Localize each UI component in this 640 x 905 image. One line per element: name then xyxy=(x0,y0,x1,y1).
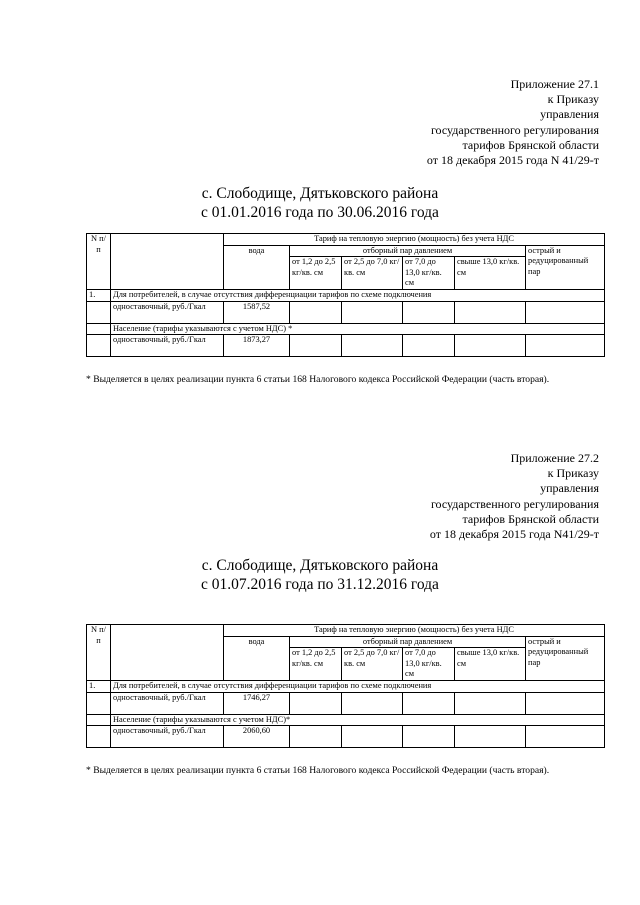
header-pressure-3: от 7,0 до 13,0 кг/кв. см xyxy=(403,257,455,290)
header-water: вода xyxy=(224,245,290,290)
header-pressure-1: от 1,2 до 2,5 кг/кв. см xyxy=(290,257,342,290)
title-line: с. Слободище, Дятьковского района xyxy=(201,557,439,574)
header-pressure-3: от 7,0 до 13,0 кг/кв. см xyxy=(403,648,455,681)
cell-empty xyxy=(87,714,111,726)
header-empty xyxy=(111,234,224,290)
rate-value: 2060,60 xyxy=(224,726,290,748)
appendix-header-1 xyxy=(427,77,599,168)
cell-empty xyxy=(87,692,111,714)
cell-empty xyxy=(403,692,455,714)
header-tariff: Тариф на тепловую энергию (мощность) без учета НДС xyxy=(224,234,605,246)
document-title-2 xyxy=(0,556,640,594)
cell-empty xyxy=(526,692,605,714)
cell-empty xyxy=(290,726,342,748)
appendix-line: государственного регулирования xyxy=(430,496,599,511)
header-sharp-steam: острый и редуцированный пар xyxy=(526,245,605,290)
header-tariff: Тариф на тепловую энергию (мощность) без учета НДС xyxy=(224,625,605,637)
appendix-line: Приложение 27.1 xyxy=(510,77,599,91)
row-number: 1. xyxy=(87,290,111,302)
cell-empty xyxy=(403,335,455,357)
cell-empty xyxy=(342,301,403,323)
cell-empty xyxy=(290,692,342,714)
row-population: Население (тарифы указываются с учетом НДС) * xyxy=(111,323,605,335)
cell-empty xyxy=(455,692,526,714)
title-line: с 01.07.2016 года по 31.12.2016 года xyxy=(201,576,439,593)
header-pressure-4: свыше 13,0 кг/кв. см xyxy=(455,257,526,290)
rate-value: 1587,52 xyxy=(224,301,290,323)
header-water: вода xyxy=(224,636,290,681)
cell-empty xyxy=(403,301,455,323)
tariff-table-2 xyxy=(86,624,605,748)
row-number: 1. xyxy=(87,681,111,693)
header-number: N п/п xyxy=(87,234,111,290)
rate-label: одноставочный, руб./Гкал xyxy=(111,335,224,357)
cell-empty xyxy=(342,335,403,357)
rate-label: одноставочный, руб./Гкал xyxy=(111,726,224,748)
rate-label: одноставочный, руб./Гкал xyxy=(111,692,224,714)
cell-empty xyxy=(455,726,526,748)
header-steam: отборный пар давлением xyxy=(290,636,526,648)
header-empty xyxy=(111,625,224,681)
appendix-line: к Приказу xyxy=(547,466,599,481)
header-pressure-4: свыше 13,0 кг/кв. см xyxy=(455,648,526,681)
appendix-line: тарифов Брянской области xyxy=(462,137,599,152)
appendix-line: от 18 декабря 2015 года N41/29-т xyxy=(429,527,599,542)
cell-empty xyxy=(87,726,111,748)
cell-empty xyxy=(342,692,403,714)
row-consumers: Для потребителей, в случае отсутствия дифференциации тарифов по схеме подключения xyxy=(111,290,605,302)
title-line: с. Слободище, Дятьковского района xyxy=(201,185,439,202)
rate-value: 1746,27 xyxy=(224,692,290,714)
cell-empty xyxy=(455,301,526,323)
cell-empty xyxy=(526,335,605,357)
cell-empty xyxy=(290,301,342,323)
footnote-2: * Выделяется в целях реализации пункта 6 статьи 168 Налогового кодекса Российской Федерации (часть вторая). xyxy=(86,765,550,776)
appendix-line: управления xyxy=(540,107,599,122)
cell-empty xyxy=(526,301,605,323)
header-pressure-1: от 1,2 до 2,5 кг/кв. см xyxy=(290,648,342,681)
appendix-header-2 xyxy=(430,451,599,542)
document-title-1 xyxy=(0,184,640,222)
header-pressure-2: от 2,5 до 7,0 кг/кв. см xyxy=(342,648,403,681)
tariff-table-1 xyxy=(86,233,605,357)
row-population: Население (тарифы указываются с учетом НДС)* xyxy=(111,714,605,726)
title-line: с 01.01.2016 года по 30.06.2016 года xyxy=(201,204,439,221)
header-pressure-2: от 2,5 до 7,0 кг/кв. см xyxy=(342,257,403,290)
cell-empty xyxy=(403,726,455,748)
rate-value: 1873,27 xyxy=(224,335,290,357)
rate-label: одноставочный, руб./Гкал xyxy=(111,301,224,323)
appendix-line: тарифов Брянской области xyxy=(462,511,599,526)
footnote-1: * Выделяется в целях реализации пункта 6 статьи 168 Налогового кодекса Российской Федерации (часть вторая). xyxy=(86,374,550,385)
appendix-line: государственного регулирования xyxy=(430,122,599,137)
header-steam: отборный пар давлением xyxy=(290,245,526,257)
appendix-line: Приложение 27.2 xyxy=(510,451,599,465)
cell-empty xyxy=(290,335,342,357)
header-number: N п/п xyxy=(87,625,111,681)
cell-empty xyxy=(87,335,111,357)
cell-empty xyxy=(526,726,605,748)
appendix-line: управления xyxy=(540,481,599,496)
header-sharp-steam: острый и редуцированный пар xyxy=(526,636,605,681)
cell-empty xyxy=(455,335,526,357)
cell-empty xyxy=(87,323,111,335)
row-consumers: Для потребителей, в случае отсутствия дифференциации тарифов по схеме подключения xyxy=(111,681,605,693)
cell-empty xyxy=(342,726,403,748)
cell-empty xyxy=(87,301,111,323)
appendix-line: от 18 декабря 2015 года N 41/29-т xyxy=(426,153,599,168)
appendix-line: к Приказу xyxy=(547,92,599,107)
